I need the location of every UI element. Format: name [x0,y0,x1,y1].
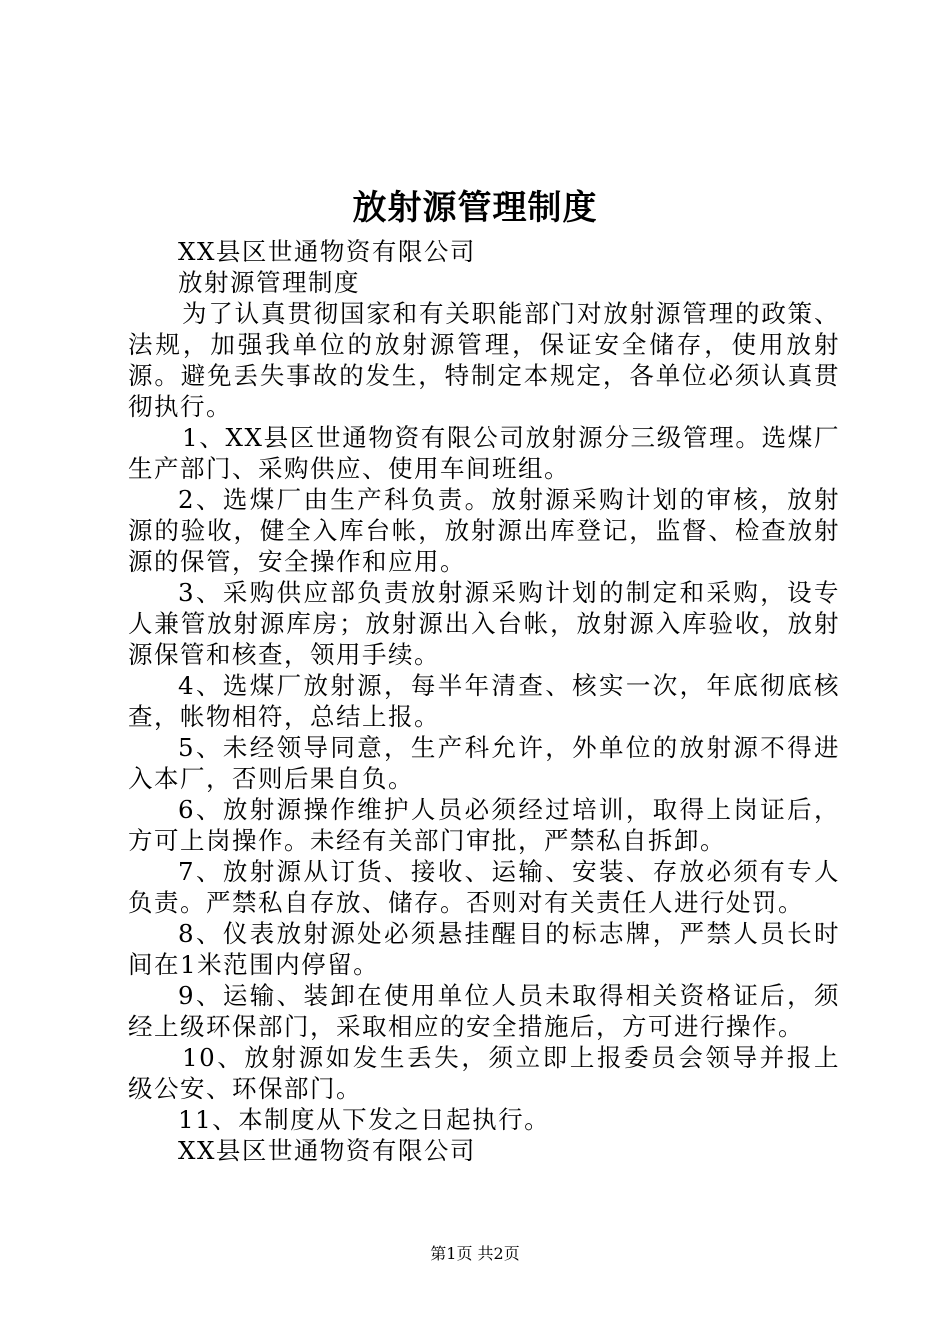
clause-9: 9、运输、装卸在使用单位人员未取得相关资格证后，须经上级环保部门，采取相应的安全措施后，方可进行操作。 [128,981,840,1041]
document-title: 放射源管理制度 [352,188,598,228]
document-body [128,236,840,1166]
clause-5: 5、未经领导同意，生产科允许，外单位的放射源不得进入本厂，否则后果自负。 [128,733,840,793]
page-footer: 第1页 共2页 [430,1244,520,1263]
clause-11: 11、本制度从下发之日起执行。 [178,1105,551,1134]
intro-paragraph: 为了认真贯彻国家和有关职能部门对放射源管理的政策、法规，加强我单位的放射源管理，保证安全储存，使用放射源。避免丢失事故的发生，特制定本规定，各单位必须认真贯彻执行。 [128,299,840,421]
clause-7: 7、放射源从订货、接收、运输、安装、存放必须有专人负责。严禁私自存放、储存。否则对有关责任人进行处罚。 [128,857,840,917]
document-subtitle: 放射源管理制度 [178,268,360,297]
clause-10: 10、放射源如发生丢失，须立即上报委员会领导并报上级公安、环保部门。 [128,1043,840,1103]
clause-3: 3、采购供应部负责放射源采购计划的制定和采购，设专人兼管放射源库房；放射源出入台帐，放射源入库验收，放射源保管和核查，领用手续。 [128,578,840,669]
clause-6: 6、放射源操作维护人员必须经过培训，取得上岗证后，方可上岗操作。未经有关部门审批，严禁私自拆卸。 [128,795,840,855]
clause-4: 4、选煤厂放射源，每半年清查、核实一次，年底彻底核查，帐物相符，总结上报。 [128,671,840,731]
signature-company: XX县区世通物资有限公司 [178,1136,476,1165]
clause-2: 2、选煤厂由生产科负责。放射源采购计划的审核，放射源的验收，健全入库台帐，放射源出库登记，监督、检查放射源的保管，安全操作和应用。 [128,485,840,576]
clause-8: 8、仪表放射源处必须悬挂醒目的标志牌，严禁人员长时间在1米范围内停留。 [128,919,840,979]
clause-1: 1、XX县区世通物资有限公司放射源分三级管理。选煤厂生产部门、采购供应、使用车间班组。 [128,423,840,483]
company-header: XX县区世通物资有限公司 [178,237,476,266]
